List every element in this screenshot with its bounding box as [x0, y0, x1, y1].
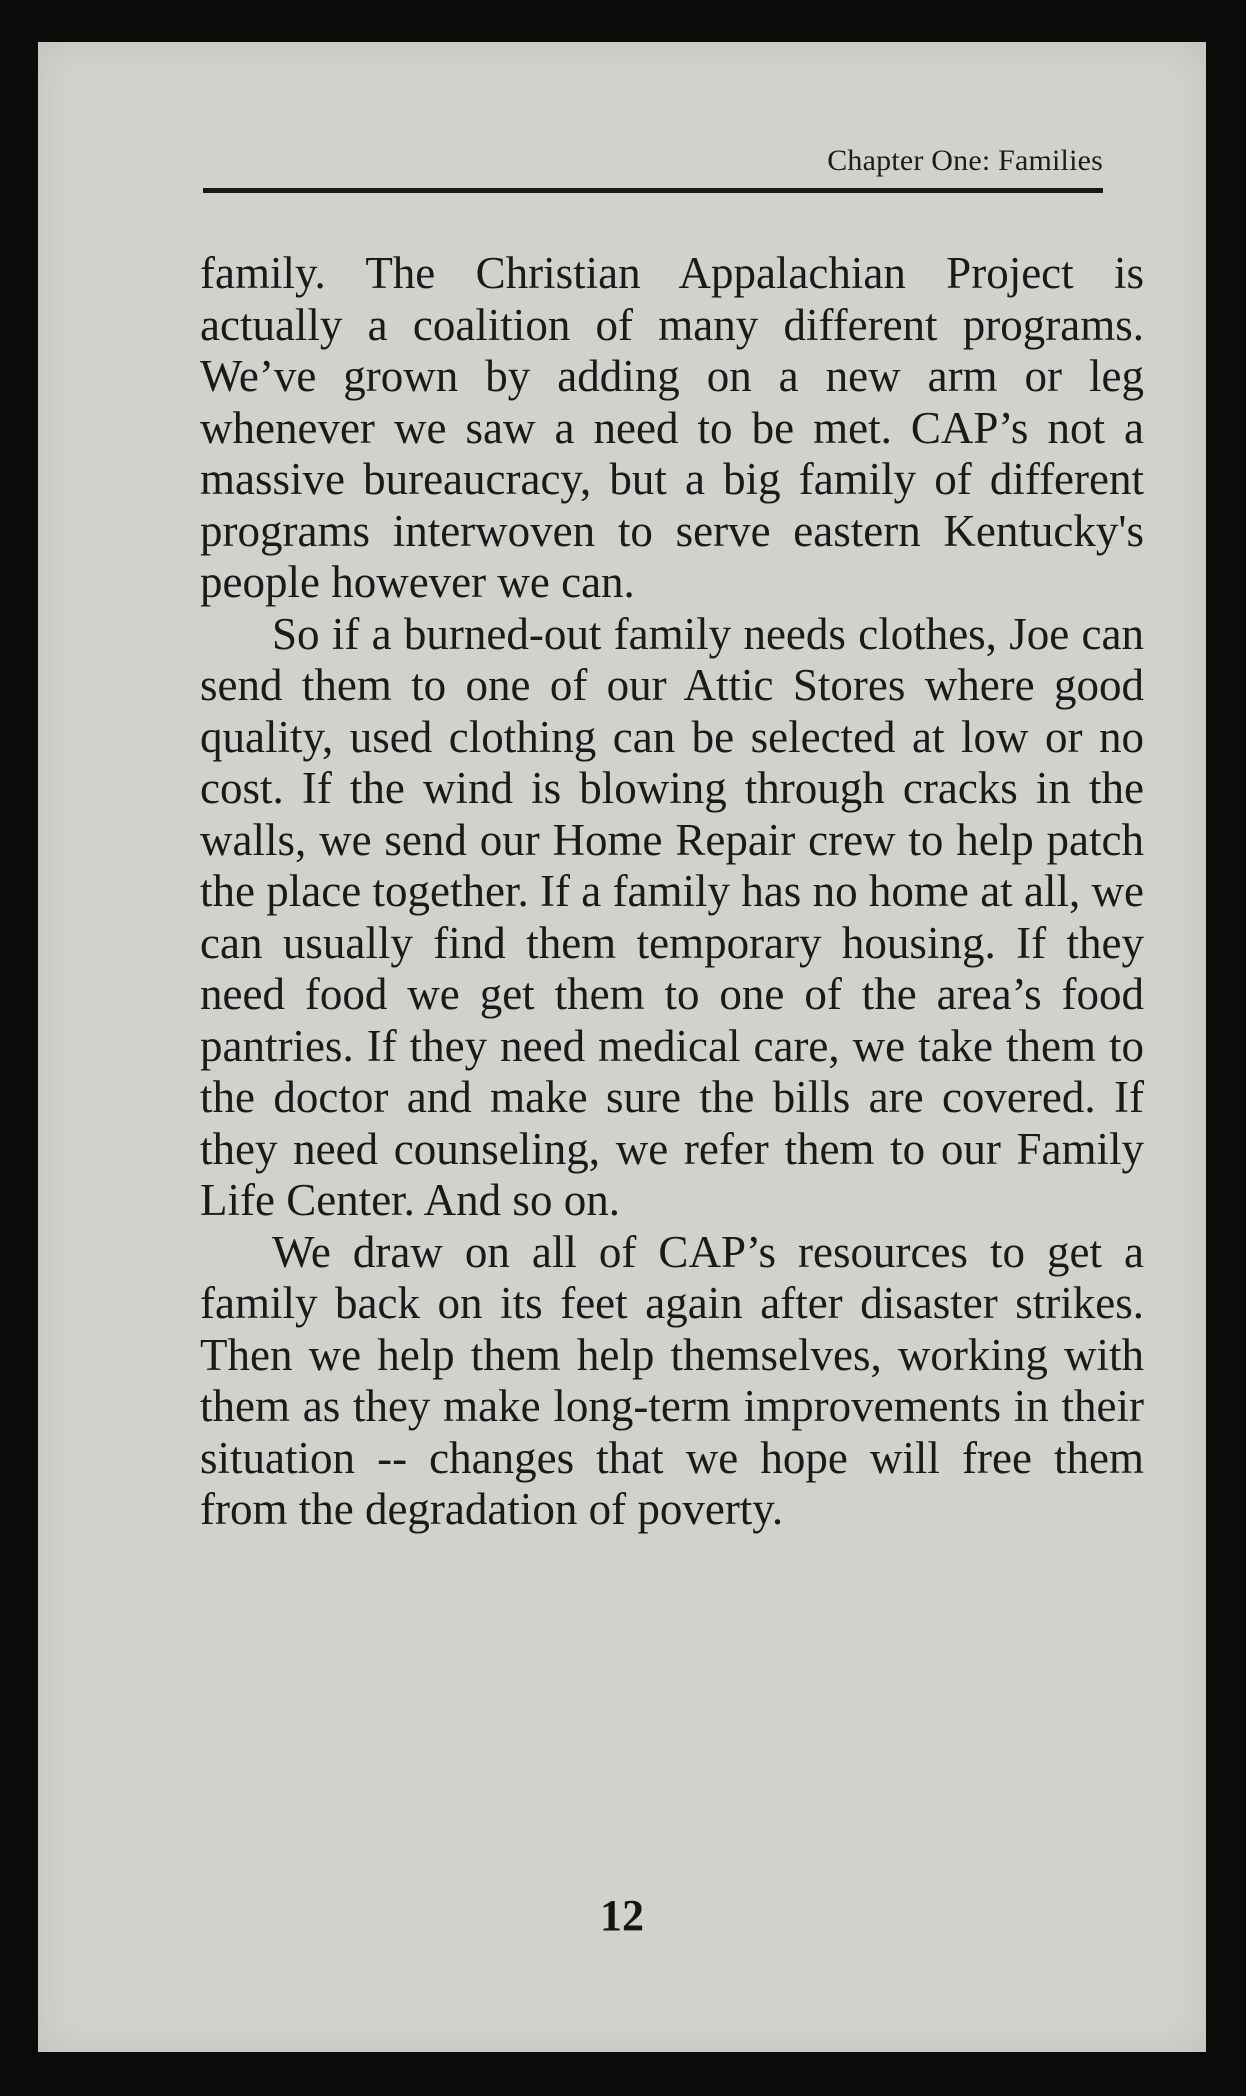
page-header — [203, 144, 1103, 186]
book-page — [38, 42, 1206, 2052]
running-head: Chapter One: Families — [827, 144, 1103, 177]
page-number: 12 — [600, 1891, 644, 1940]
paragraph-3: We draw on all of CAP’s resources to get a family back on its feet again after disaster strikes. Then we help them help themselves, working with them as they make long-term improvements in their situation -- changes that we hope will free them from the degradation of poverty. — [200, 1226, 1144, 1534]
body-text — [200, 248, 1144, 1536]
header-rule — [203, 188, 1103, 193]
paragraph-2: So if a burned-out family needs clothes, Joe can send them to one of our Attic Stores where good quality, used clothing can be selected at low or no cost. If the wind is blowing through cracks in the walls, we send our Home Repair crew to help patch the place together. If a family has no home at all, we can usually find them temporary housing. If they need food we get them to one of the area’s food pantries. If they need medical care, we take them to the doctor and make sure the bills are covered. If they need counseling, we refer them to our Family Life Center. And so on. — [200, 608, 1144, 1225]
paragraph-1: family. The Christian Appalachian Project is actually a coalition of many different programs. We’ve grown by adding on a new arm or leg whenever we saw a need to be met. CAP’s not a massive bureaucracy, but a big family of different programs interwoven to serve eastern Kentucky's people however we can. — [200, 248, 1144, 607]
